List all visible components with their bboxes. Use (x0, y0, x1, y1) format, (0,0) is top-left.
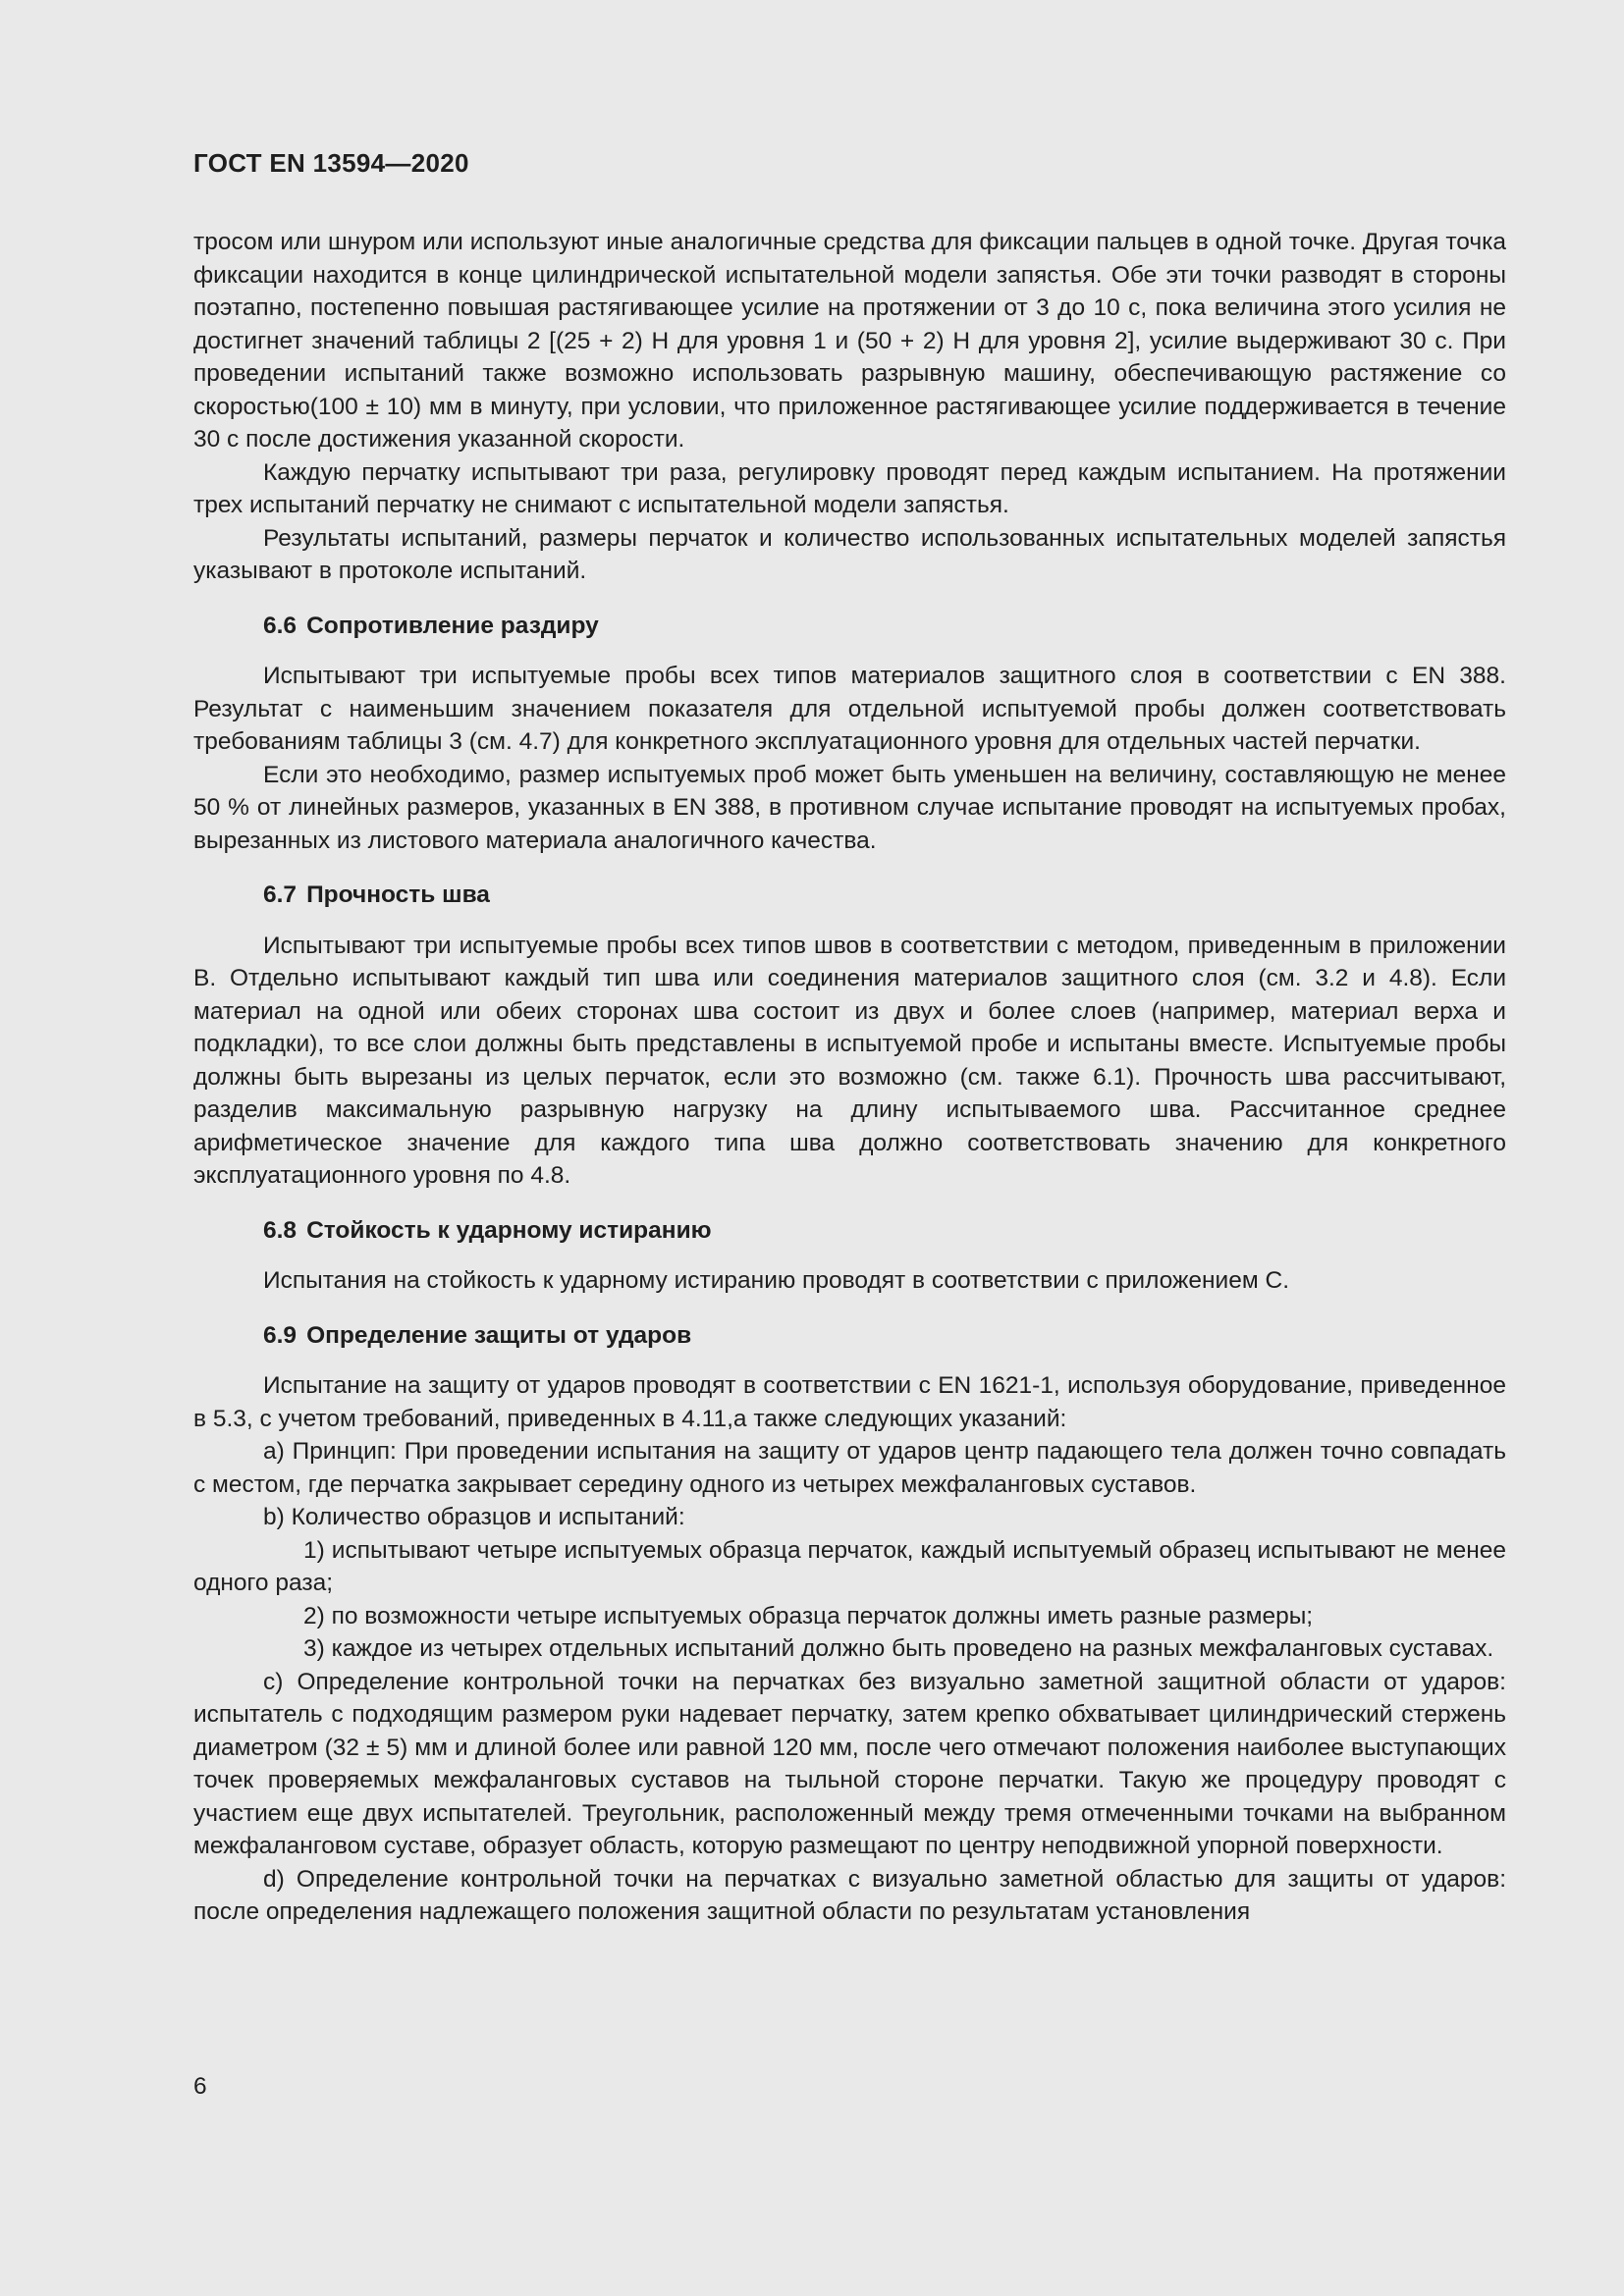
paragraph: Испытание на защиту от ударов проводят в соответствии с EN 1621-1, используя оборудование, приведенное в 5.3, с учетом требований, приведенных в 4.11,а также следующих указаний: (193, 1372, 1506, 1432)
list-item-a: a) Принцип: При проведении испытания на защиту от ударов центр падающего тела должен точно совпадать с местом, где перчатка закрывает середину одного из четырех межфаланговых суставов. (193, 1438, 1506, 1498)
list-item-b2: 2) по возможности четыре испытуемых образца перчаток должны иметь разные размеры; (303, 1602, 1314, 1629)
list-item-b1: 1) испытывают четыре испытуемых образца перчаток, каждый испытуемый образец испытывают не менее одного раза; (193, 1536, 1506, 1596)
list-item-d: d) Определение контрольной точки на перчатках с визуально заметной областью для защиты от ударов: после определения надлежащего положения защитной области по результатам установления (193, 1865, 1506, 1925)
paragraph: Результаты испытаний, размеры перчаток и количество использованных испытательных моделей запястья указывают в протоколе испытаний. (193, 524, 1506, 584)
paragraph: тросом или шнуром или используют иные аналогичные средства для фиксации пальцев в одной точке. Другая точка фиксации находится в конце цилиндрической испытательной модели запястья. Обе эти точки разводят в стороны поэтапно, постепенно повышая растягивающее усилие на протяжении от 3 до 10 с, пока величина этого усилия не достигнет значений таблицы 2 [(25 + 2) Н для уровня 1 и (50 + 2) Н для уровня 2], усилие выдерживают 30 с. При проведении испытаний также возможно использовать разрывную машину, обеспечивающую растяжение со скоростью(100 ± 10) мм в минуту, при условии, что приложенное растягивающее усилие поддерживается в течение 30 с после достижения указанной скорости. (193, 229, 1506, 453)
section-number: 6.7 (263, 881, 298, 908)
section-title: Стойкость к ударному истиранию (306, 1216, 712, 1244)
document-header: ГОСТ EN 13594—2020 (193, 148, 469, 178)
section-number: 6.8 (263, 1216, 298, 1244)
section-number: 6.9 (263, 1321, 298, 1349)
section-title: Определение защиты от ударов (306, 1321, 692, 1349)
document-body (193, 226, 1506, 1929)
paragraph: Каждую перчатку испытывают три раза, регулировку проводят перед каждым испытанием. На протяжении трех испытаний перчатку не снимают с испытательной модели запястья. (193, 458, 1506, 518)
list-item-b3: 3) каждое из четырех отдельных испытаний должно быть проведено на разных межфаланговых суставах. (303, 1635, 1494, 1662)
page-number: 6 (193, 2073, 207, 2100)
section-title: Прочность шва (306, 881, 490, 908)
section-heading-6-9 (193, 1319, 1506, 1353)
paragraph: Если это необходимо, размер испытуемых проб может быть уменьшен на величину, составляющую не менее 50 % от линейных размеров, указанных в EN 388, в противном случае испытание проводят на испытуемых пробах, вырезанных из листового материала аналогичного качества. (193, 761, 1506, 854)
paragraph: Испытывают три испытуемые пробы всех типов материалов защитного слоя в соответствии с EN 388. Результат с наименьшим значением показателя для отдельной испытуемой пробы должен соответствовать требованиям таблицы 3 (см. 4.7) для конкретного эксплуатационного уровня для отдельных частей перчатки. (193, 663, 1506, 755)
section-heading-6-8 (193, 1214, 1506, 1248)
section-heading-6-7 (193, 879, 1506, 912)
list-item-b: b) Количество образцов и испытаний: (263, 1504, 685, 1530)
section-heading-6-6 (193, 610, 1506, 643)
paragraph: Испытания на стойкость к ударному истиранию проводят в соответствии с приложением С. (263, 1267, 1290, 1294)
paragraph: Испытывают три испытуемые пробы всех типов швов в соответствии с методом, приведенным в приложении В. Отдельно испытывают каждый тип шва или соединения материалов защитного слоя (см. 3.2 и 4.8). Если материал на одной или обеих сторонах шва состоит из двух и более слоев (например, материал верха и подкладки), то все слои должны быть представлены в испытуемой пробе и испытаны вместе. Испытуемые пробы должны быть вырезаны из целых перчаток, если это возможно (см. также 6.1). Прочность шва рассчитывают, разделив максимальную разрывную нагрузку на длину испытываемого шва. Рассчитанное среднее арифметическое значение для каждого типа шва должно соответствовать значению для конкретного эксплуатационного уровня по 4.8. (193, 932, 1506, 1189)
list-item-c: c) Определение контрольной точки на перчатках без визуально заметной защитной области от ударов: испытатель с подходящим размером руки надевает перчатку, затем крепко обхватывает цилиндрический стержень диаметром (32 ± 5) мм и длиной более или равной 120 мм, после чего отмечают положения наиболее выступающих точек проверяемых межфаланговых суставов на тыльной стороне перчатки. Такую же процедуру проводят с участием еще двух испытателей. Треугольник, расположенный между тремя отмеченными точками на выбранном межфаланговом суставе, образует область, которую размещают по центру неподвижной упорной поверхности. (193, 1668, 1506, 1859)
section-title: Сопротивление раздиру (306, 612, 599, 639)
section-number: 6.6 (263, 612, 298, 639)
